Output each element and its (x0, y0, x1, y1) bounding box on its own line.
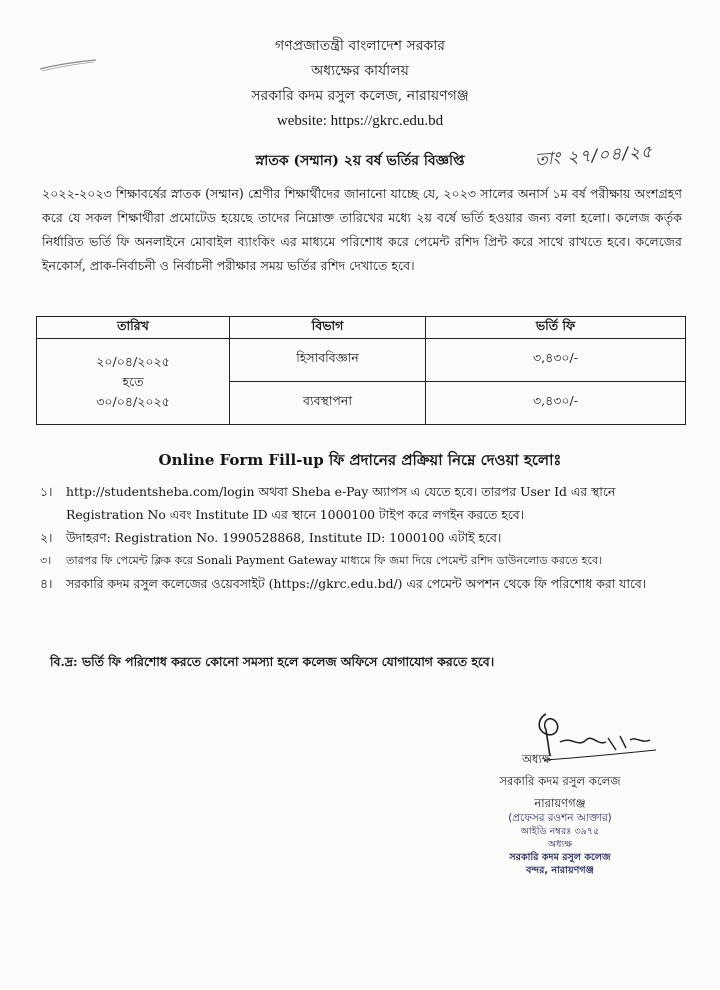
handwritten-date: তাং ২৭/০৪/২৫ (534, 142, 654, 171)
notice-paragraph: ২০২২-২০২৩ শিক্ষাবর্ষের স্নাতক (সম্মান) শ্রেণীর শিক্ষার্থীদের জানানো যাচ্ছে যে, ২০২৩ সালের অনার্স ১ম বর্ষ পরীক্ষায় অংশগ্রহণ করে যে সকল শিক্ষার্থীরা প্রমোটেড হয়েছে তাদের নিম্নোক্ত তারিখের মধ্যে ২য় বর্ষে ভর্তি হওয়ার জন্য বলা হলো। কলেজ কর্তৃক নির্ধারিত ভর্তি ফি অনলাইনে মোবাইল ব্যাংকিং এর মাধ্যমে পরিশোধ করে পেমেন্ট রশিদ প্রিন্ট করে সাথে রাখতে হবে। কলেজের ইনকোর্স, প্রাক-নির্বাচনী ও নির্বাচনী পরীক্ষার সময় ভর্তির রশিদ দেখাতে হবে। (42, 186, 682, 273)
list-item (40, 549, 690, 572)
header-date: তারিখ (37, 317, 230, 339)
office-header (0, 34, 720, 134)
fee-cell: ৩,৪৩০/- (426, 382, 686, 425)
step-number: ১। (40, 484, 53, 499)
government-name: গণপ্রজাতন্ত্রী বাংলাদেশ সরকার (275, 38, 445, 54)
step-number: ৪। (40, 576, 53, 591)
signatory-city: নারায়ণগঞ্জ (534, 796, 586, 810)
date-range-cell (37, 339, 230, 425)
signature-block (440, 748, 680, 814)
website-line: website: https://gkrc.edu.bd (276, 113, 444, 129)
list-item (40, 572, 690, 595)
admission-fee-table (36, 316, 686, 425)
date-separator: হতে (122, 373, 144, 389)
stamp-id: আইডি নম্বরঃ ৩৯৭৫ (520, 826, 600, 837)
table-row (37, 339, 686, 382)
signatory-college: সরকারি কদম রসুল কলেজ (499, 774, 621, 788)
step-text: তারপর ফি পেমেন্ট ক্লিক করে Sonali Payment Gateway মাধ্যমে ফি জমা দিয়ে পেমেন্ট রশিদ ডাউনলোড করতে হবে। (66, 554, 603, 567)
date-from: ২০/০৪/২০২৫ (96, 353, 170, 369)
procedure-heading: Online Form Fill-up ফি প্রদানের প্রক্রিয়া নিম্নে দেওয়া হলোঃ (158, 451, 562, 469)
table-header-row (37, 317, 686, 339)
step-text: উদাহরণ: Registration No. 1990528868, Institute ID: 1000100 এটাই হবে। (66, 530, 502, 545)
department-cell: ব্যবস্থাপনা (230, 382, 426, 425)
header-department: বিভাগ (230, 317, 426, 339)
official-stamp (440, 812, 680, 877)
office-name: অধ্যক্ষের কার্যালয় (311, 63, 409, 79)
list-item (40, 526, 690, 549)
procedure-steps (40, 480, 690, 595)
department-cell: হিসাববিজ্ঞান (230, 339, 426, 382)
step-number: ২। (40, 530, 53, 545)
notice-title: স্নাতক (সম্মান) ২য় বর্ষ ভর্তির বিজ্ঞপ্তি (255, 153, 465, 169)
step-number: ৩। (40, 554, 52, 567)
step-text: http://studentsheba.com/login অথবা Sheba e-Pay অ্যাপস এ যেতে হবে। তারপর User Id এর স্থানে Registration No এবং Institute ID এর স্থানে 1000100 টাইপ করে লগইন করতে হবে। (66, 484, 616, 522)
stamp-address: বন্দর, নারায়ণগঞ্জ (526, 865, 594, 876)
signatory-designation: অধ্যক্ষ (522, 752, 552, 766)
stamp-name: (প্রফেসর রওশন আক্তার) (508, 812, 612, 824)
list-item (40, 480, 690, 526)
date-to: ৩০/০৪/২০২৫ (96, 393, 170, 409)
footnote: বি.দ্র: ভর্তি ফি পরিশোধ করতে কোনো সমস্যা হলে কলেজ অফিসে যোগাযোগ করতে হবে। (50, 654, 495, 669)
college-name: সরকারি কদম রসুল কলেজ, নারায়ণগঞ্জ (251, 88, 469, 104)
fee-cell: ৩,৪৩০/- (426, 339, 686, 382)
stamp-college: সরকারি কদম রসুল কলেজ (509, 852, 611, 863)
stamp-title: অধ্যক্ষ (547, 839, 573, 850)
step-text: সরকারি কদম রসুল কলেজের ওয়েবসাইট (https://gkrc.edu.bd/) এর পেমেন্ট অপশন থেকে ফি পরিশোধ করা যাবে। (66, 576, 647, 591)
header-fee: ভর্তি ফি (426, 317, 686, 339)
